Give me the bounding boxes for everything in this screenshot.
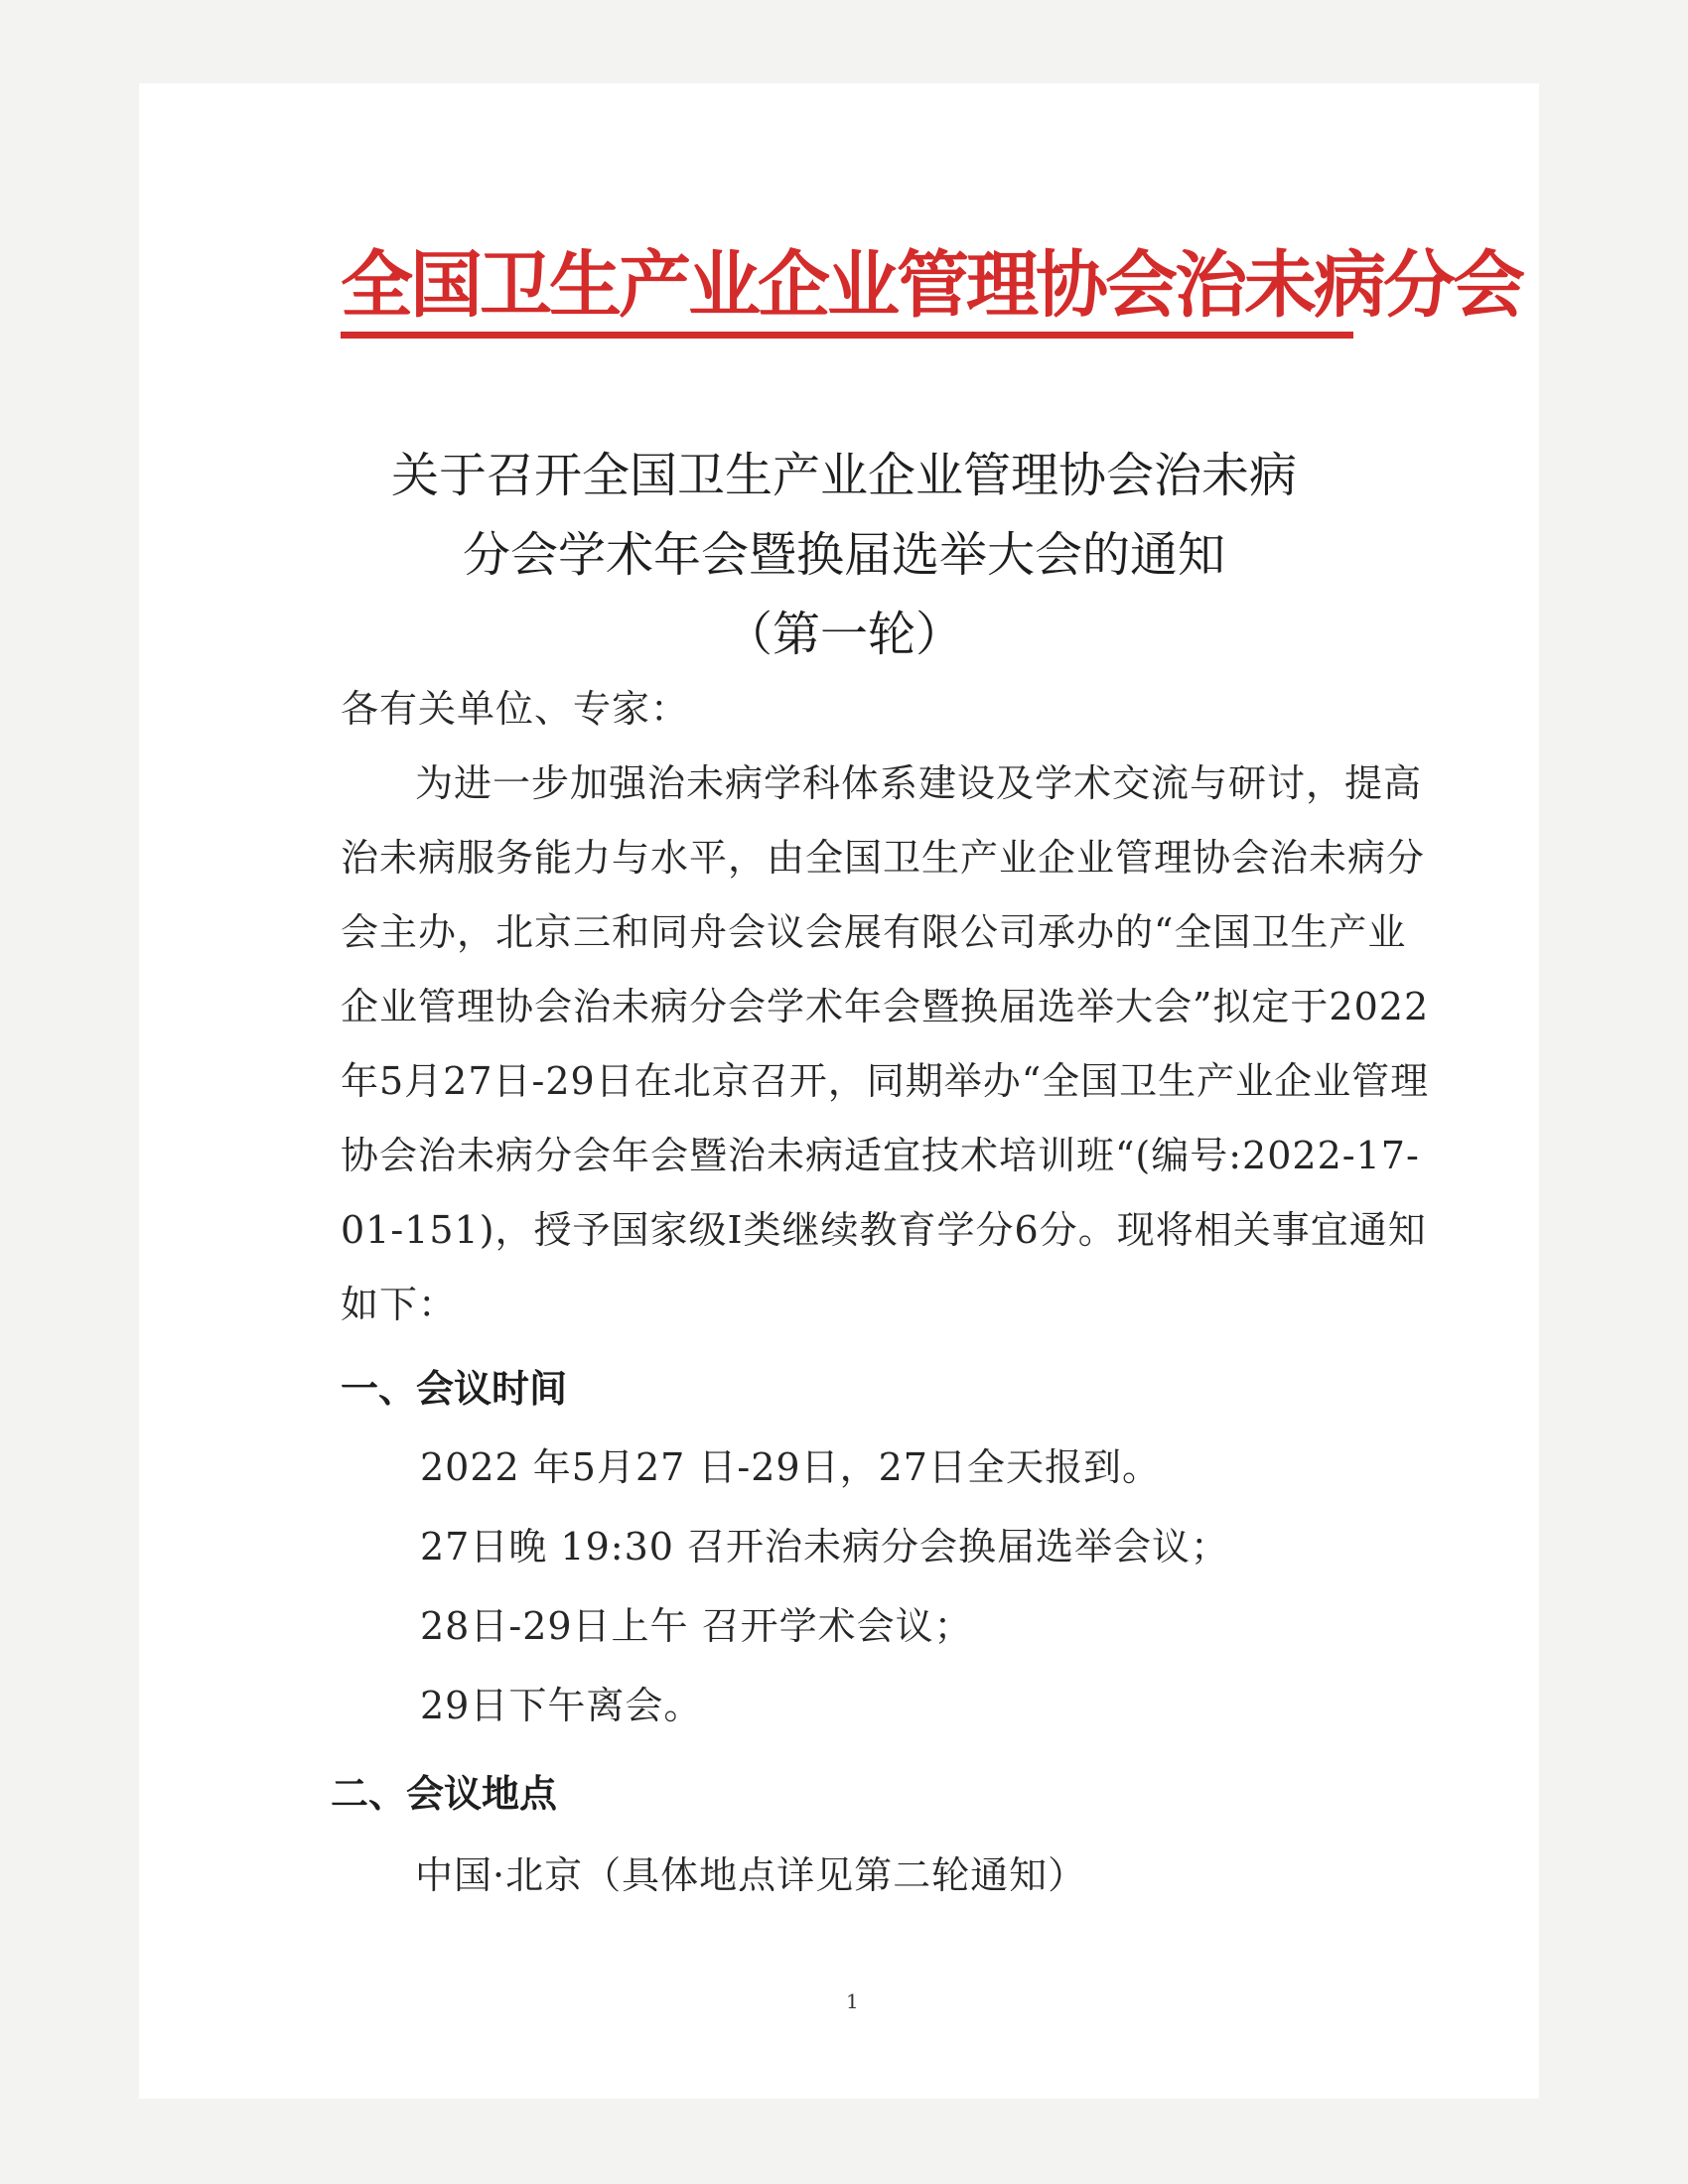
intro-line: 为进一步加强治未病学科体系建设及学术交流与研讨，提高	[415, 761, 1423, 805]
notice-title-line-2: 分会学术年会暨换届选举大会的通知	[462, 527, 1225, 583]
notice-title-round: （第一轮）	[724, 607, 963, 662]
schedule-item: 27日晚 19:30 召开治未病分会换届选举会议；	[420, 1525, 1230, 1569]
intro-line: 如下：	[341, 1283, 458, 1326]
intro-line: 会主办，北京三和同舟会议会展有限公司承办的“全国卫生产业	[341, 910, 1407, 954]
intro-line: 企业管理协会治未病分会学术年会暨换届选举大会”拟定于2022	[341, 985, 1430, 1028]
venue-text: 中国·北京（具体地点详见第二轮通知）	[415, 1853, 1087, 1897]
intro-line: 治未病服务能力与水平，由全国卫生产业企业管理协会治未病分	[341, 836, 1426, 880]
schedule-item: 29日下午离会。	[420, 1684, 703, 1727]
page-number: 1	[846, 1989, 859, 2013]
notice-title-line-1: 关于召开全国卫生产业企业管理协会治未病	[390, 448, 1297, 503]
letterhead-divider	[341, 332, 1353, 339]
salutation: 各有关单位、专家：	[341, 687, 690, 731]
letterhead-org-name: 全国卫生产业企业管理协会治未病分会	[341, 243, 1522, 328]
schedule-item: 28日-29日上午 召开学术会议；	[420, 1604, 973, 1648]
intro-line: 年5月27日-29日在北京召开，同期举办“全国卫生产业企业管理	[341, 1059, 1430, 1103]
section-heading-venue: 二、会议地点	[331, 1772, 558, 1816]
intro-line: 协会治未病分会年会暨治未病适宜技术培训班“(编号:2022-17-	[341, 1134, 1420, 1177]
schedule-item: 2022 年5月27 日-29日，27日全天报到。	[420, 1445, 1161, 1489]
intro-line: 01-151)，授予国家级I类继续教育学分6分。现将相关事宜通知	[341, 1208, 1427, 1252]
section-heading-time: 一、会议时间	[341, 1367, 568, 1411]
